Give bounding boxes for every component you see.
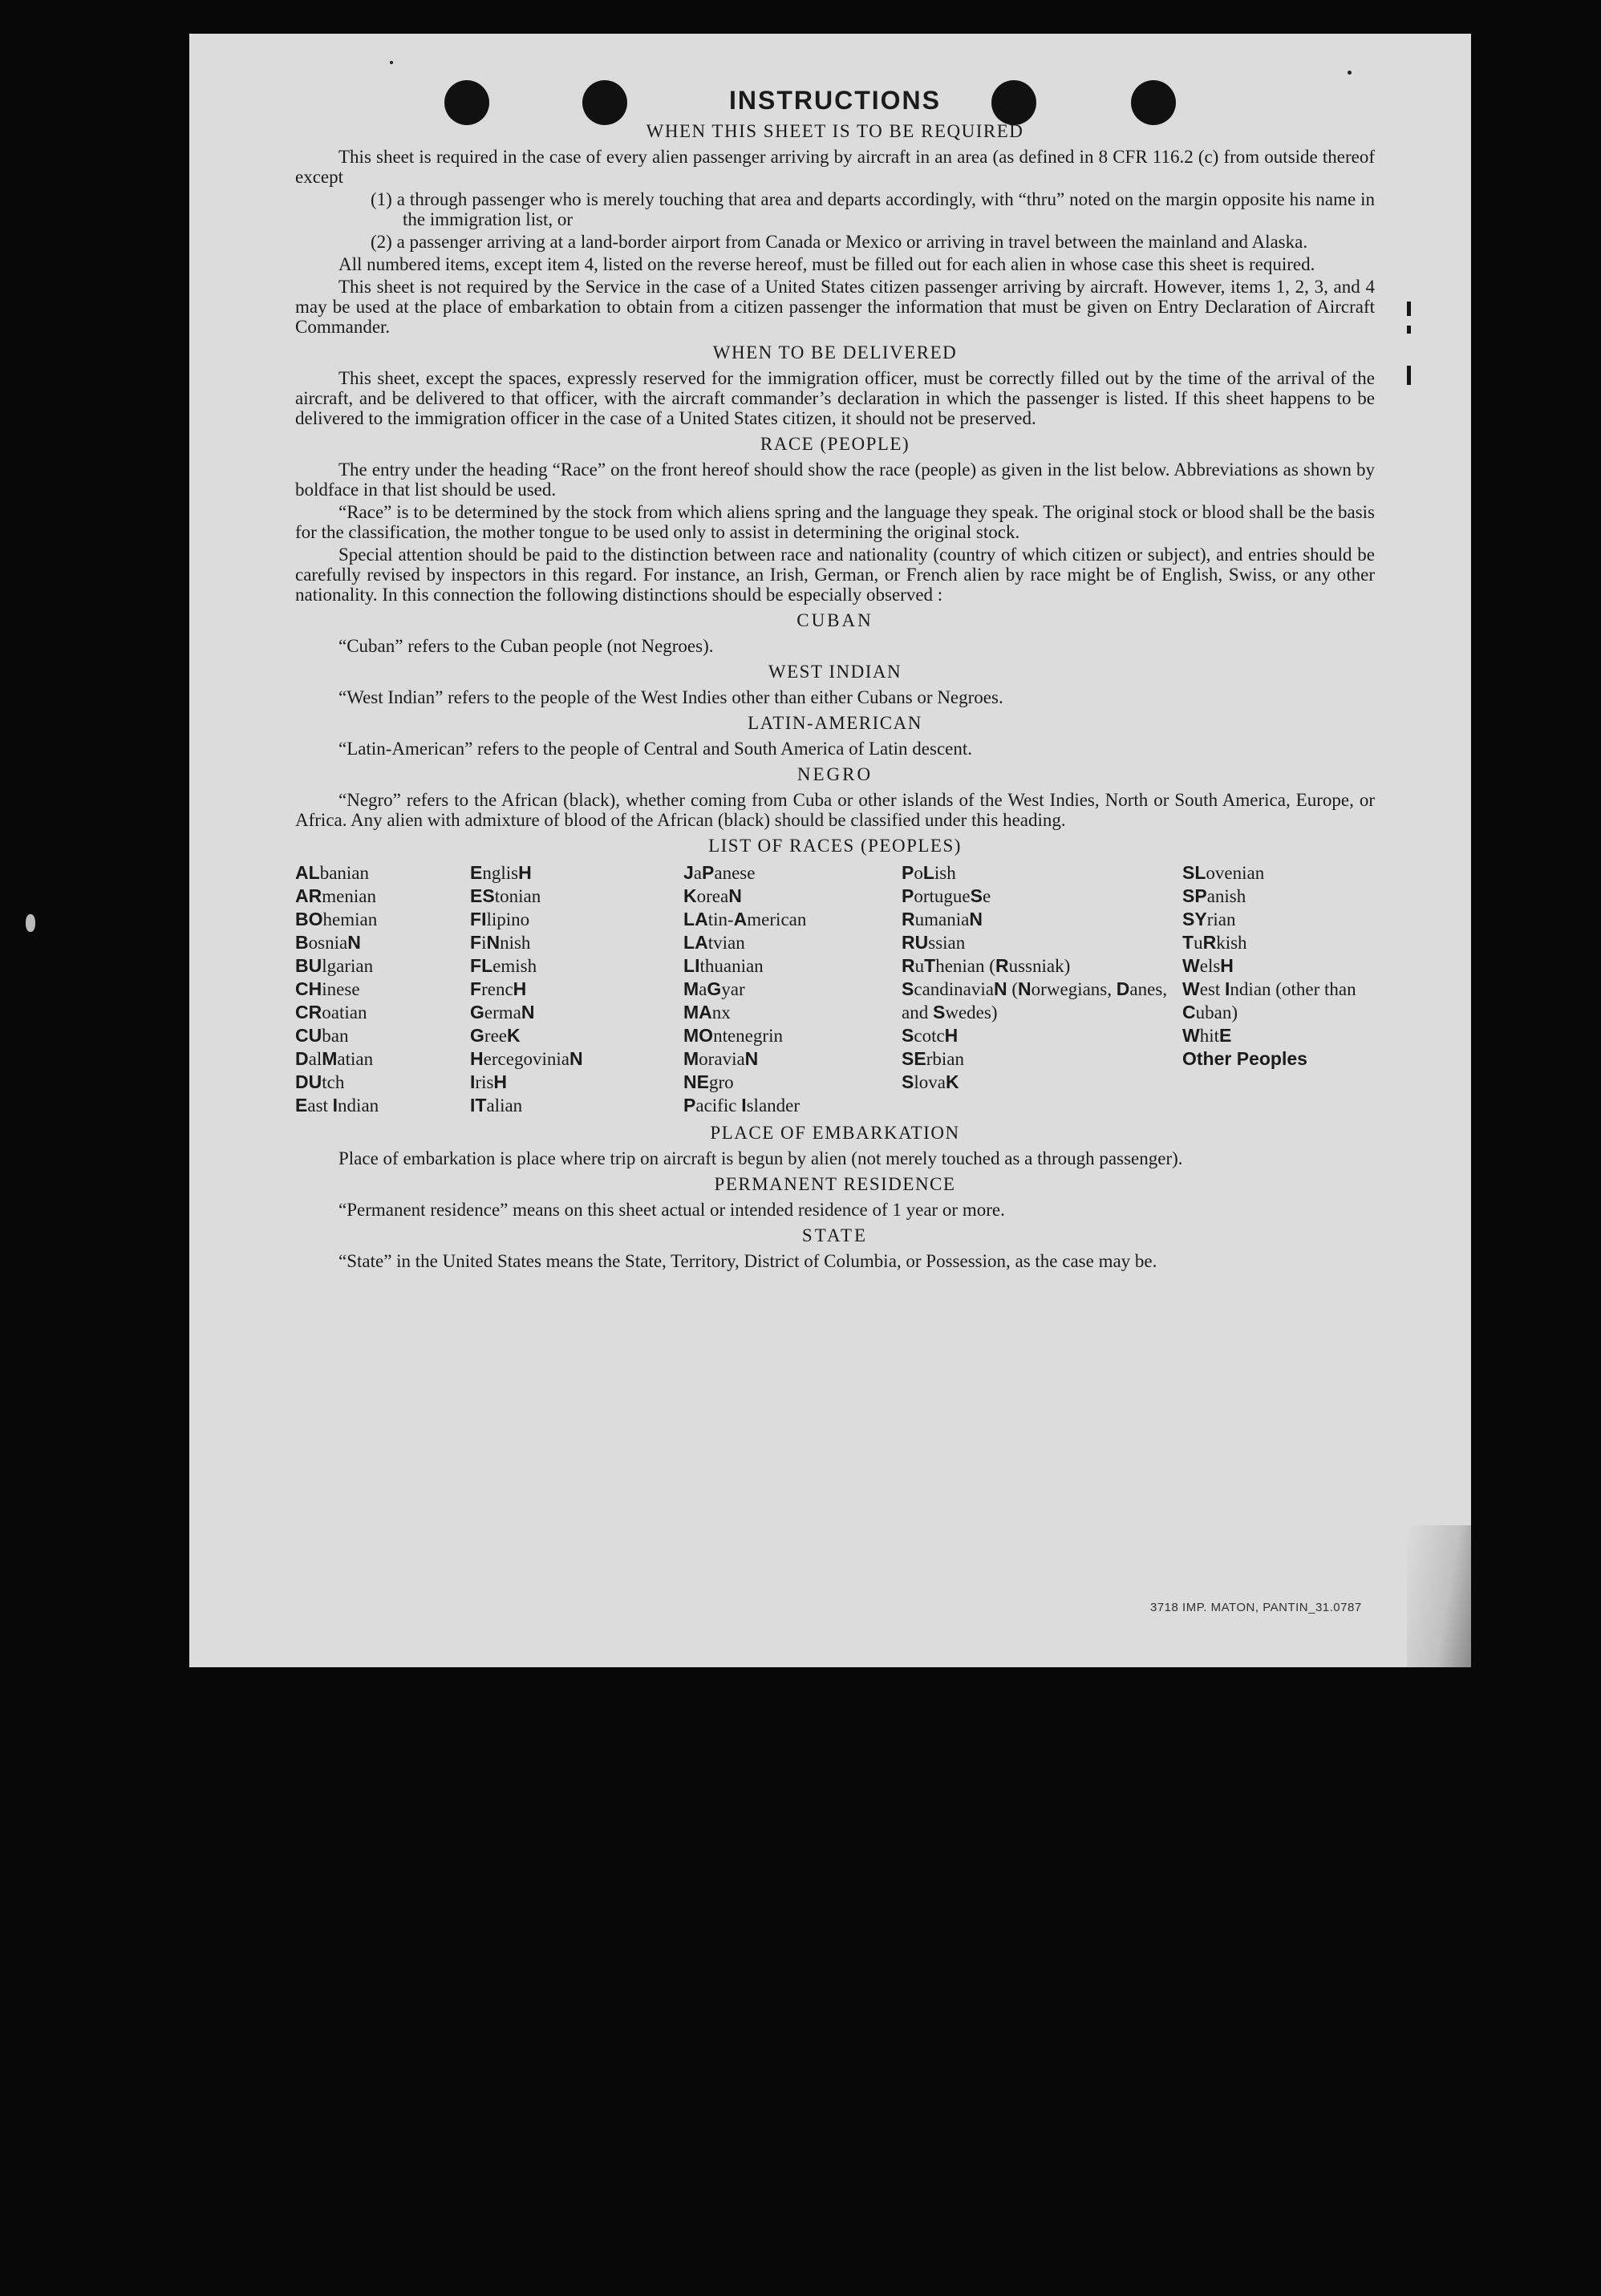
race-entry: BOhemian (295, 909, 378, 929)
race-entry: MaGyar (683, 978, 745, 999)
form-code: 3718 IMP. MATON, PANTIN_31.0787 (1150, 1601, 1362, 1614)
race-entry: ScotcH (902, 1025, 959, 1046)
race-entry: GermaN (470, 1002, 535, 1022)
race-entry: PoLish (902, 862, 956, 883)
races-column (295, 861, 470, 1117)
race-entry: MOntenegrin (683, 1025, 783, 1046)
paragraph: This sheet is required in the case of every alien passenger arriving by aircraft in an area (as defined in 8 CFR 116.2 (c) from outside thereof except (295, 147, 1375, 187)
races-column (902, 861, 1182, 1117)
race-entry: CHinese (295, 978, 360, 999)
race-entry: ITalian (470, 1095, 523, 1116)
margin-mark (1407, 326, 1411, 334)
paragraph: “Permanent residence” means on this sheet actual or intended residence of 1 year or more. (338, 1200, 1005, 1220)
margin-mark (1407, 302, 1411, 316)
race-entry: GreeK (470, 1025, 521, 1046)
race-entry: SPanish (1182, 885, 1246, 906)
scan-blot (26, 914, 35, 932)
race-entry: East Indian (295, 1095, 379, 1116)
race-entry: EStonian (470, 885, 541, 906)
heading-list-of-races: LIST OF RACES (PEOPLES) (708, 836, 962, 856)
race-entry: BUlgarian (295, 955, 374, 976)
races-column (470, 861, 683, 1117)
paragraph: “Cuban” refers to the Cuban people (not Negroes). (338, 636, 714, 656)
paragraph: “West Indian” refers to the people of the West Indies other than either Cubans or Negroes. (338, 687, 1003, 707)
race-entry: FIlipino (470, 909, 530, 929)
race-entry: West Indian (other than Cuban) (1182, 978, 1356, 1022)
paragraph: Special attention should be paid to the distinction between race and nationality (country of which citizen or subject), and entries should be carefully revised by inspectors in this regard. For instance, an Irish, German, or French alien by race might be of English, Swiss, or any other nationality. In this connection the following distinctions should be especially observed : (295, 545, 1375, 605)
race-entry: RumaniaN (902, 909, 983, 929)
race-entry: SErbian (902, 1048, 964, 1069)
speck (1348, 71, 1352, 75)
races-column (1182, 861, 1375, 1117)
paragraph: Place of embarkation is place where trip on aircraft is begun by alien (not merely touched as a through passenger). (338, 1148, 1183, 1168)
race-entry: CUban (295, 1025, 349, 1046)
races-list (295, 861, 1375, 1117)
list-item: (2) a passenger arriving at a land-border airport from Canada or Mexico or arriving in travel between the mainland and Alaska. (371, 232, 1308, 252)
heading-latin-american: LATIN-AMERICAN (748, 713, 922, 733)
race-entry: FrencH (470, 978, 527, 999)
race-entry: KoreaN (683, 885, 742, 906)
paragraph: “Race” is to be determined by the stock from which aliens spring and the language they speak. The original stock or blood shall be the basis for the classification, the mother tongue to be used only to assist in determining the original stock. (295, 502, 1375, 542)
heading-when-delivered: WHEN TO BE DELIVERED (712, 342, 958, 362)
heading-negro: NEGRO (796, 764, 873, 784)
paragraph: This sheet, except the spaces, expressly reserved for the immigration officer, must be correctly filled out by the time of the arrival of the aircraft, and be delivered to that officer, with the aircraft commander’s declaration in which the passenger is listed. If this sheet happens to be delivered to the immigration officer in the case of a United States citizen, it should not be preserved. (295, 368, 1375, 428)
document-sheet (189, 34, 1471, 1667)
heading-race: RACE (PEOPLE) (760, 434, 910, 454)
races-column (683, 861, 902, 1117)
heading-west-indian: WEST INDIAN (768, 662, 902, 682)
race-entry: ScandinaviaN (Norwegians, Danes, and Swedes) (902, 978, 1168, 1022)
race-entry: IrisH (470, 1071, 508, 1092)
race-entry: MAnx (683, 1002, 731, 1022)
instructions-content (295, 85, 1375, 1271)
race-entry: LAtin-American (683, 909, 807, 929)
race-entry: FiNnish (470, 932, 531, 953)
margin-mark (1407, 366, 1411, 385)
race-entry: Pacific Islander (683, 1095, 800, 1116)
paragraph: All numbered items, except item 4, listed on the reverse hereof, must be filled out for each alien in whose case this sheet is required. (338, 254, 1315, 274)
paragraph: “Latin-American” refers to the people of Central and South America of Latin descent. (338, 739, 972, 759)
race-entry: SLovenian (1182, 862, 1265, 883)
race-entry: LAtvian (683, 932, 745, 953)
paragraph: The entry under the heading “Race” on the front hereof should show the race (people) as given in the list below. Abbreviations as shown by boldface in that list should be used. (295, 460, 1375, 500)
heading-place-of-embarkation: PLACE OF EMBARKATION (710, 1123, 960, 1143)
race-entry: CRoatian (295, 1002, 367, 1022)
heading-state: STATE (801, 1225, 869, 1245)
page-curl (1407, 1525, 1471, 1667)
race-entry: DalMatian (295, 1048, 374, 1069)
race-entry: SlovaK (902, 1071, 959, 1092)
paragraph: This sheet is not required by the Service in the case of a United States citizen passenger arriving by aircraft. However, items 1, 2, 3, and 4 may be used at the place of embarkation to obtain from a citizen passenger the information that must be given on Entry Declaration of Aircraft Commander. (295, 277, 1375, 337)
race-entry: DUtch (295, 1071, 345, 1092)
page-title: INSTRUCTIONS (729, 86, 941, 115)
race-entry: EnglisH (470, 862, 532, 883)
paragraph: “Negro” refers to the African (black), whether coming from Cuba or other islands of the West Indies, North or South America, Europe, or Africa. Any alien with admixture of blood of the African (black) should be classified under this heading. (295, 790, 1375, 830)
race-entry: WhitE (1182, 1025, 1232, 1046)
heading-permanent-residence: PERMANENT RESIDENCE (714, 1174, 956, 1194)
heading-when-required: WHEN THIS SHEET IS TO BE REQUIRED (646, 121, 1024, 141)
race-entry: ARmenian (295, 885, 376, 906)
race-entry: JaPanese (683, 862, 756, 883)
race-entry: FLemish (470, 955, 537, 976)
race-entry: WelsH (1182, 955, 1234, 976)
race-entry: RuThenian (Russniak) (902, 955, 1071, 976)
list-item: (1) a through passenger who is merely touching that area and departs accordingly, with “thru” noted on the margin opposite his name in the immigration list, or (371, 189, 1375, 229)
race-entry: BosniaN (295, 932, 361, 953)
heading-cuban: CUBAN (796, 610, 873, 630)
race-entry: PortugueSe (902, 885, 991, 906)
race-entry: HercegoviniaN (470, 1048, 583, 1069)
race-entry: NEgro (683, 1071, 734, 1092)
paragraph: “State” in the United States means the State, Territory, District of Columbia, or Possession, as the case may be. (338, 1251, 1157, 1271)
race-entry: MoraviaN (683, 1048, 759, 1069)
race-entry: ALbanian (295, 862, 370, 883)
race-entry: RUssian (902, 932, 966, 953)
race-entry: Other Peoples (1182, 1048, 1307, 1069)
race-entry: TuRkish (1182, 932, 1247, 953)
speck (390, 61, 393, 64)
race-entry: SYrian (1182, 909, 1236, 929)
race-entry: LIthuanian (683, 955, 764, 976)
